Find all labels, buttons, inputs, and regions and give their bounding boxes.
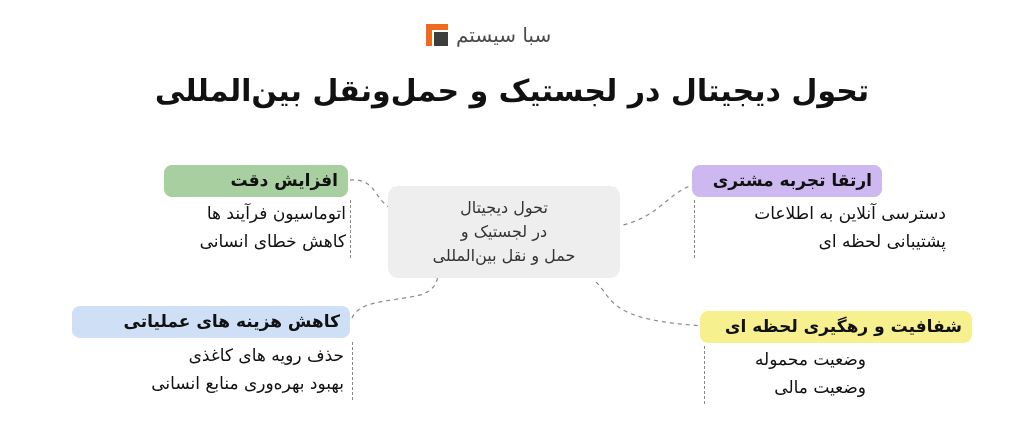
- center-node: [388, 186, 620, 278]
- branch-label: ارتقا تجربه مشتری: [692, 165, 882, 197]
- branch-item: بهبود بهره‌وری منابع انسانی: [151, 374, 344, 394]
- branch-label: افزایش دقت: [164, 165, 348, 197]
- branch-item: وضعیت محموله: [754, 350, 866, 370]
- branch-label: کاهش هزینه های عملیاتی: [72, 306, 350, 338]
- branch-item: دسترسی آنلاین به اطلاعات: [754, 204, 946, 224]
- connector-bottom-right: [596, 282, 704, 326]
- center-node-text: تحول دیجیتال در لجستیک و حمل و نقل بین‌المللی: [432, 198, 576, 265]
- connector-bottom-left: [352, 272, 438, 318]
- branch-items: [200, 200, 346, 256]
- branch-item: حذف رویه های کاغذی: [188, 346, 344, 366]
- page-title: تحول دیجیتال در لجستیک و حمل‌ونقل بین‌المللی: [154, 74, 870, 109]
- branch-items: [754, 200, 946, 256]
- brand-name: سبا سیستم: [456, 23, 552, 47]
- branch-divider: [694, 200, 695, 258]
- branch-items: [151, 342, 344, 398]
- branch-label: شفافیت و رهگیری لحظه ای: [700, 311, 972, 343]
- branch-item: وضعیت مالی: [774, 378, 866, 398]
- branch-item: کاهش خطای انسانی: [199, 232, 346, 252]
- branch-divider: [350, 200, 351, 258]
- branch-item: اتوماسیون فرآیند ها: [206, 204, 346, 224]
- branch-divider: [352, 342, 353, 400]
- branch-item: پشتیبانی لحظه ای: [818, 232, 946, 252]
- branch-divider: [704, 346, 705, 404]
- branch-items: [755, 346, 866, 402]
